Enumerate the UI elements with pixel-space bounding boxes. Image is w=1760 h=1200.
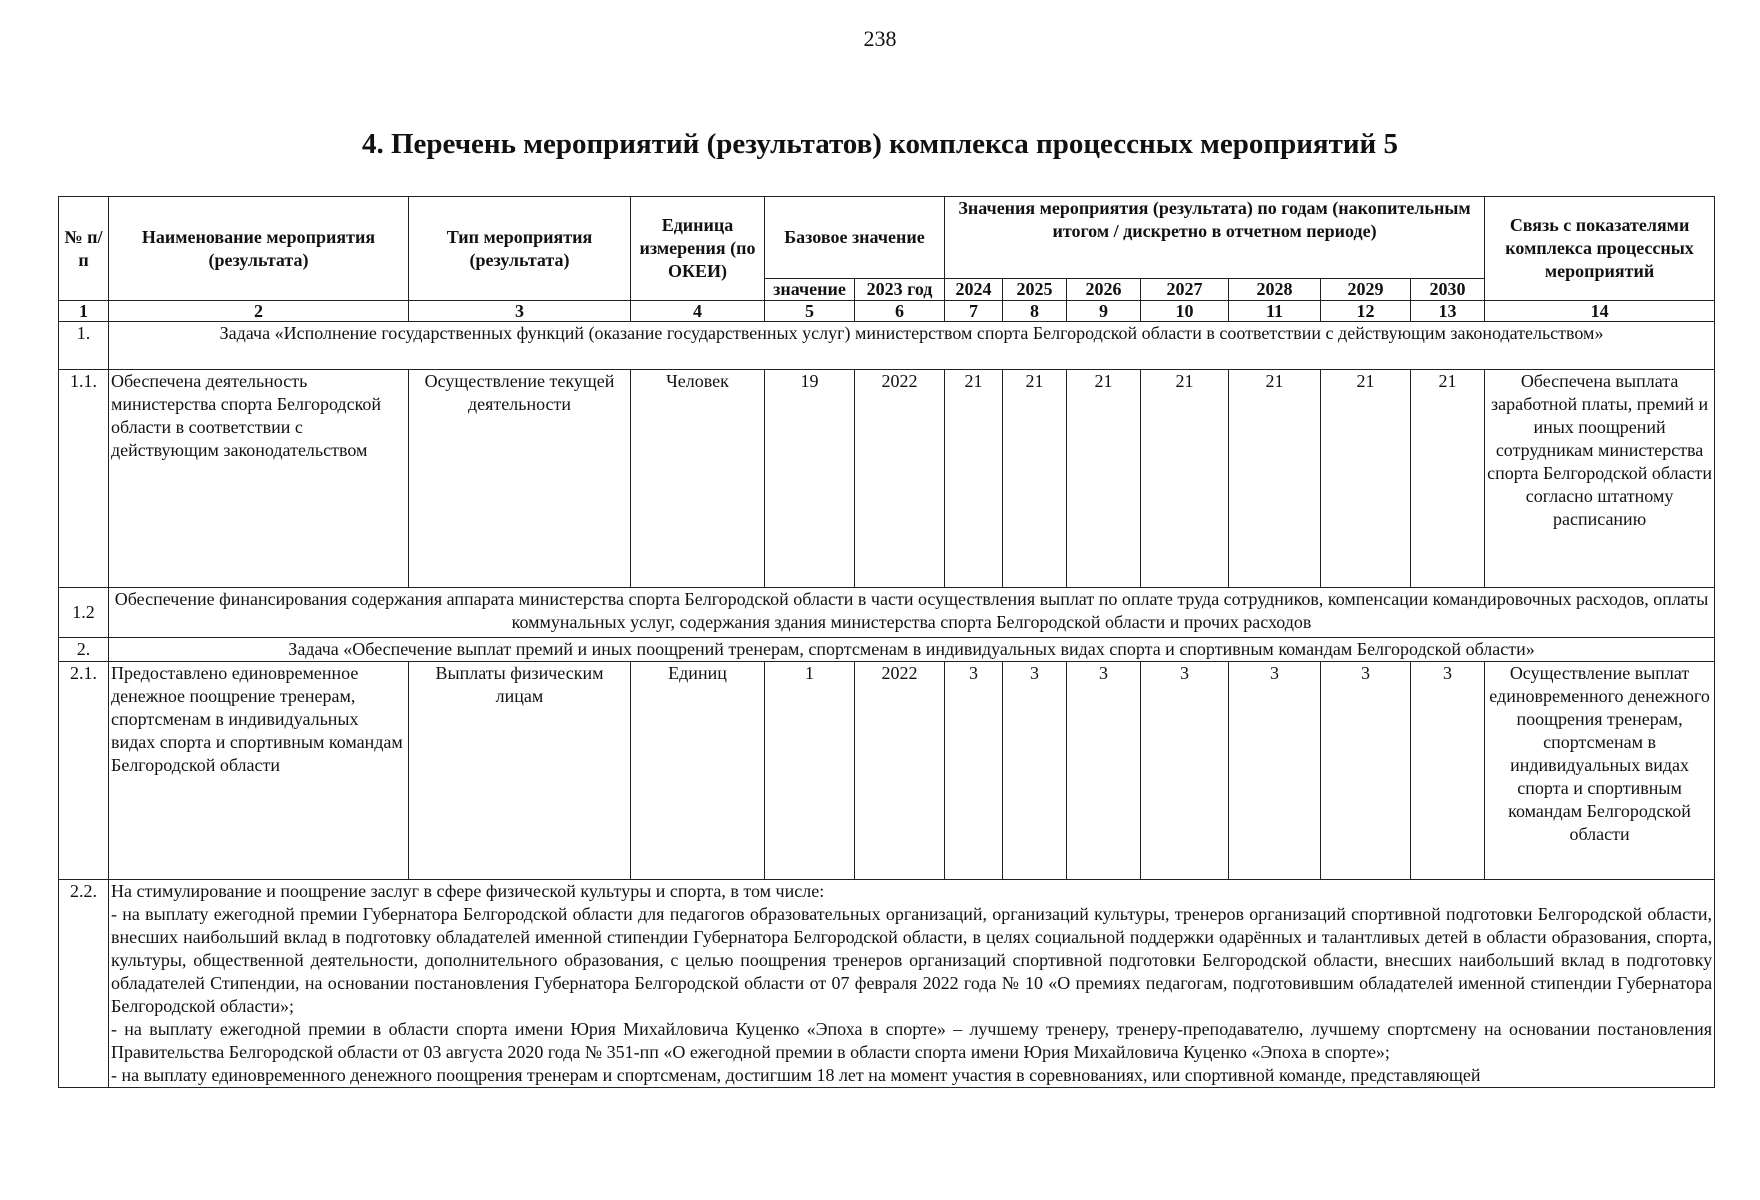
header-base-value: значение xyxy=(765,279,855,301)
year-value: 3 xyxy=(1003,662,1067,880)
header-year: 2028 xyxy=(1229,279,1321,301)
row-number: 1.1. xyxy=(59,370,109,588)
column-number: 6 xyxy=(855,301,945,322)
measure-unit: Человек xyxy=(631,370,765,588)
column-number: 9 xyxy=(1067,301,1141,322)
task-row xyxy=(59,638,1715,662)
column-number: 2 xyxy=(109,301,409,322)
year-value: 21 xyxy=(1067,370,1141,588)
task-number: 2. xyxy=(59,638,109,662)
year-value: 21 xyxy=(1321,370,1411,588)
header-year: 2027 xyxy=(1141,279,1229,301)
description-paragraph: - на выплату ежегодной премии в области спорта имени Юрия Михайловича Куценко «Эпоха в спорте» – лучшему тренеру, тренеру-преподавателю, лучшему спортсмену на основании постановления Правительства Белгородской области от 03 августа 2020 года № 351-пп «О ежегодной премии в области спорта имени Юрия Михайловича Куценко «Эпоха в спорте»; xyxy=(111,1019,1713,1062)
year-value: 3 xyxy=(945,662,1003,880)
measure-text: Обеспечение финансирования содержания аппарата министерства спорта Белгородской области в части осуществления выплат по оплате труда сотрудников, компенсации командировочных расходов, оплаты коммунальных услуг, содержания здания министерства спорта Белгородской области и прочих расходов xyxy=(109,588,1715,638)
base-value: 1 xyxy=(765,662,855,880)
column-number: 3 xyxy=(409,301,631,322)
table-row xyxy=(59,880,1715,1088)
table-row xyxy=(59,662,1715,880)
measures-table xyxy=(58,196,1715,1088)
table-row xyxy=(59,370,1715,588)
task-number: 1. xyxy=(59,322,109,370)
measure-type: Осуществление текущей деятельности xyxy=(409,370,631,588)
header-num: № п/п xyxy=(59,197,109,301)
header-unit: Единица измерения (по ОКЕИ) xyxy=(631,197,765,301)
page-title: 4. Перечень мероприятий (результатов) комплекса процессных мероприятий 5 xyxy=(361,128,1399,160)
year-value: 3 xyxy=(1229,662,1321,880)
year-value: 21 xyxy=(1229,370,1321,588)
year-value: 21 xyxy=(1411,370,1485,588)
year-value: 3 xyxy=(1411,662,1485,880)
table-row xyxy=(59,588,1715,638)
header-values-by-year: Значения мероприятия (результата) по годам (накопительным итогом / дискретно в отчетном периоде) xyxy=(945,197,1485,279)
year-value: 3 xyxy=(1321,662,1411,880)
description-paragraph: - на выплату единовременного денежного поощрения тренерам и спортсменам, достигшим 18 лет на момент участия в соревнованиях, или спортивной команде, представляющей xyxy=(111,1065,1481,1085)
year-value: 3 xyxy=(1067,662,1141,880)
measure-name: Предоставлено единовременное денежное поощрение тренерам, спортсменам в индивидуальных видах спорта и спортивным командам Белгородской области xyxy=(109,662,409,880)
column-number: 8 xyxy=(1003,301,1067,322)
column-number: 11 xyxy=(1229,301,1321,322)
year-value: 3 xyxy=(1141,662,1229,880)
header-year: 2024 xyxy=(945,279,1003,301)
header-base: Базовое значение xyxy=(765,197,945,279)
column-number: 5 xyxy=(765,301,855,322)
base-year: 2022 xyxy=(855,370,945,588)
column-number: 10 xyxy=(1141,301,1229,322)
indicator-link: Осуществление выплат единовременного денежного поощрения тренерам, спортсменам в индивидуальных видах спорта и спортивным командам Белгородской области xyxy=(1485,662,1715,880)
year-value: 21 xyxy=(1003,370,1067,588)
header-type: Тип мероприятия (результата) xyxy=(409,197,631,301)
header-year: 2030 xyxy=(1411,279,1485,301)
row-number: 2.2. xyxy=(59,880,109,1088)
header-year: 2029 xyxy=(1321,279,1411,301)
column-number: 12 xyxy=(1321,301,1411,322)
header-link: Связь с показателями комплекса процессных мероприятий xyxy=(1485,197,1715,301)
column-number-row xyxy=(59,301,1715,322)
measure-name: Обеспечена деятельность министерства спорта Белгородской области в соответствии с действующим законодательством xyxy=(109,370,409,588)
base-value: 19 xyxy=(765,370,855,588)
header-year: 2025 xyxy=(1003,279,1067,301)
indicator-link: Обеспечена выплата заработной платы, премий и иных поощрений сотрудникам министерства спорта Белгородской области согласно штатному расписанию xyxy=(1485,370,1715,588)
column-number: 14 xyxy=(1485,301,1715,322)
measure-type: Выплаты физическим лицам xyxy=(409,662,631,880)
header-row xyxy=(59,197,1715,279)
column-number: 4 xyxy=(631,301,765,322)
row-number: 2.1. xyxy=(59,662,109,880)
measure-description xyxy=(109,880,1715,1088)
base-year: 2022 xyxy=(855,662,945,880)
header-name: Наименование мероприятия (результата) xyxy=(109,197,409,301)
description-paragraph: На стимулирование и поощрение заслуг в сфере физической культуры и спорта, в том числе: xyxy=(111,881,825,901)
row-number: 1.2 xyxy=(59,588,109,638)
header-year: 2026 xyxy=(1067,279,1141,301)
task-row xyxy=(59,322,1715,370)
column-number: 1 xyxy=(59,301,109,322)
measure-unit: Единиц xyxy=(631,662,765,880)
column-number: 13 xyxy=(1411,301,1485,322)
year-value: 21 xyxy=(1141,370,1229,588)
header-base-year: 2023 год xyxy=(855,279,945,301)
year-value: 21 xyxy=(945,370,1003,588)
task-text: Задача «Исполнение государственных функций (оказание государственных услуг) министерством спорта Белгородской области в соответствии с действующим законодательством» xyxy=(109,322,1715,370)
task-text: Задача «Обеспечение выплат премий и иных поощрений тренерам, спортсменам в индивидуальных видах спорта и спортивным командам Белгородской области» xyxy=(109,638,1715,662)
column-number: 7 xyxy=(945,301,1003,322)
description-paragraph: - на выплату ежегодной премии Губернатора Белгородской области для педагогов образовательных организаций, организаций культуры, тренеров организаций спортивной подготовки Белгородской области, внесших наибольший вклад в подготовку обладателей именной стипендии Губернатора Белгородской области, в целях социальной поддержки одарённых и талантливых детей в области образования, спорта, культуры, общественной деятельности, дополнительного образования, с целью поощрения тренеров организаций спортивной подготовки Белгородской области, внесших наибольший вклад в подготовку обладателей Стипендии, на основании постановления Губернатора Белгородской области от 07 февраля 2022 года № 10 «О премиях педагогам, подготовившим обладателей именной стипендии Губернатора Белгородской области»; xyxy=(111,904,1713,1016)
page-number: 238 xyxy=(863,26,897,51)
